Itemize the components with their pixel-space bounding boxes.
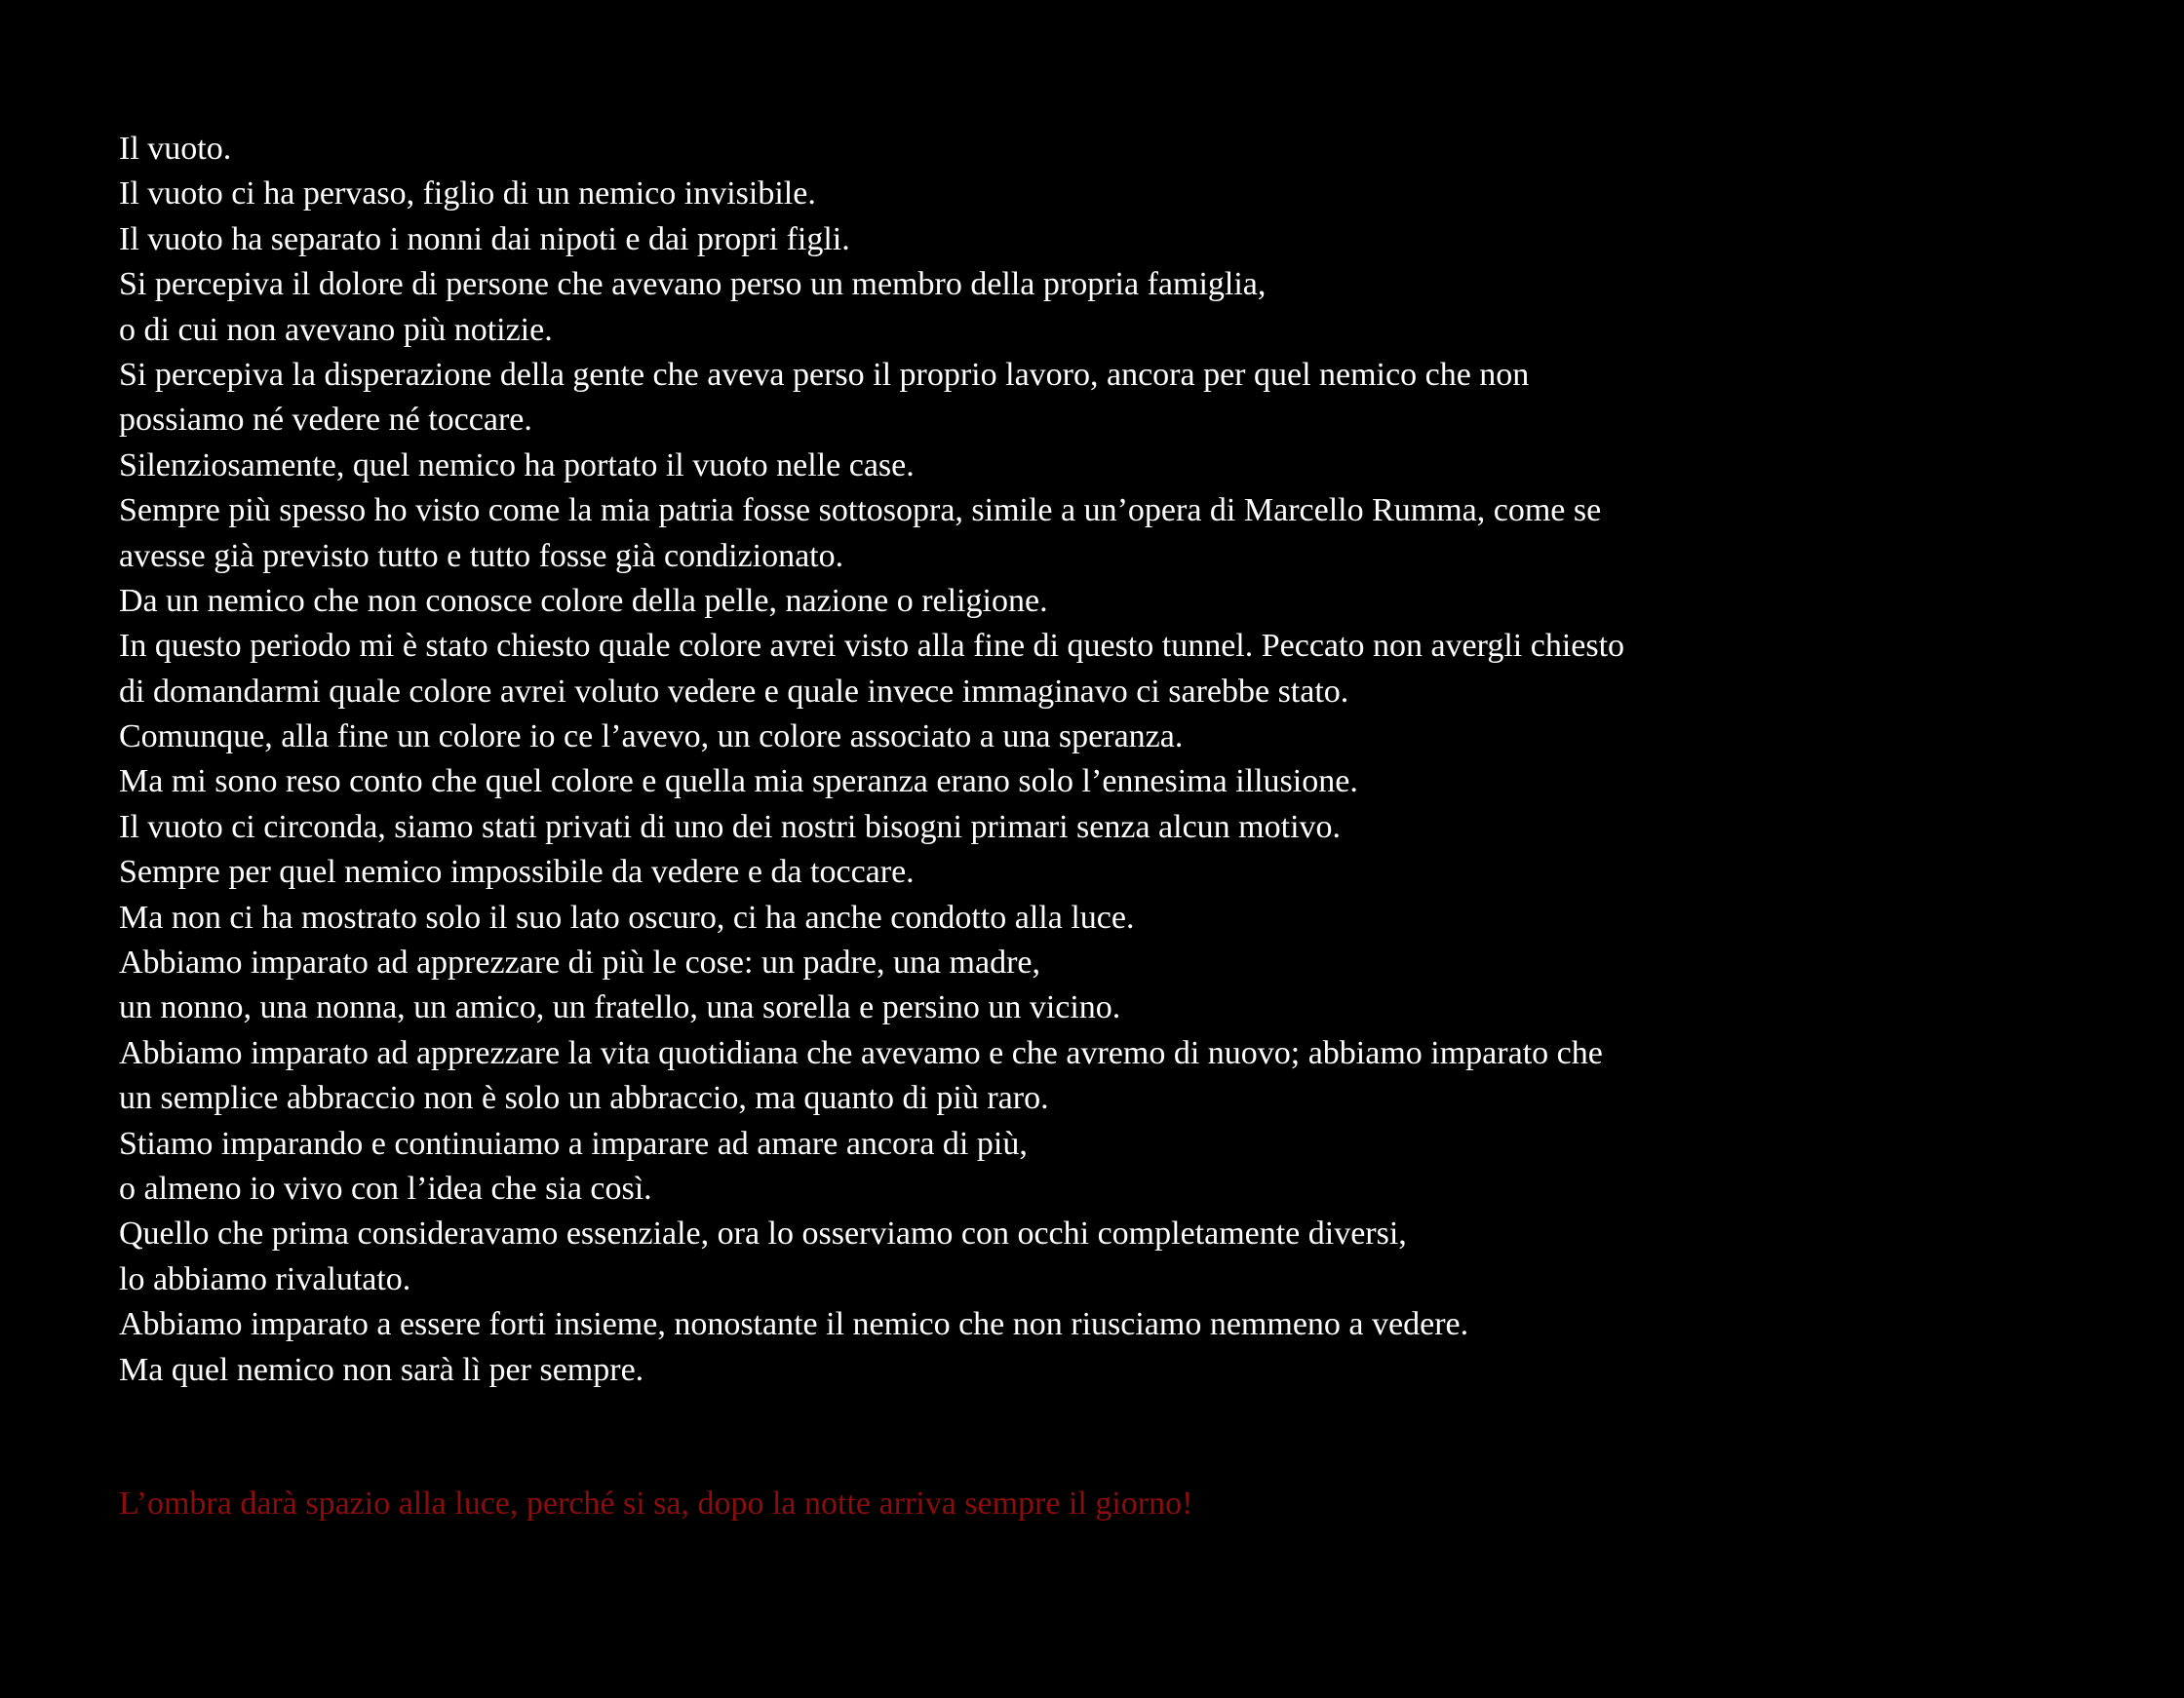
text-line: Ma mi sono reso conto che quel colore e quella mia speranza erano solo l’ennesima illusione. [119,763,1358,800]
text-line: avesse già previsto tutto e tutto fosse già condizionato. [119,537,844,574]
closing-line: L’ombra darà spazio alla luce, perché si sa, dopo la notte arriva sempre il giorno! [119,1486,1193,1522]
text-line: un nonno, una nonna, un amico, un fratello, una sorella e persino un vicino. [119,989,1121,1026]
text-line: In questo periodo mi è stato chiesto quale colore avrei visto alla fine di questo tunnel. Peccato non avergli chiesto [119,628,1625,665]
text-line: Abbiamo imparato a essere forti insieme, nonostante il nemico che non riusciamo nemmeno a vedere. [119,1306,1469,1343]
text-line: Si percepiva il dolore di persone che avevano perso un membro della propria famiglia, [119,266,1267,303]
text-line: Si percepiva la disperazione della gente che aveva perso il proprio lavoro, ancora per quel nemico che non [119,356,1530,393]
text-line: lo abbiamo rivalutato. [119,1260,411,1297]
text-line: Il vuoto. [119,131,232,167]
text-line: Il vuoto ci ha pervaso, figlio di un nemico invisibile. [119,175,816,212]
text-line: Comunque, alla fine un colore io ce l’avevo, un colore associato a una speranza. [119,718,1184,755]
text-line: Sempre per quel nemico impossibile da vedere e da toccare. [119,854,915,891]
text-line: Silenziosamente, quel nemico ha portato il vuoto nelle case. [119,446,915,483]
text-line: Abbiamo imparato ad apprezzare di più le cose: un padre, una madre, [119,945,1040,982]
text-line: o almeno io vivo con l’idea che sia così. [119,1170,652,1207]
text-line: Ma non ci ha mostrato solo il suo lato oscuro, ci ha anche condotto alla luce. [119,899,1135,936]
text-line: Da un nemico che non conosce colore della pelle, nazione o religione. [119,582,1048,619]
text-line: Abbiamo imparato ad apprezzare la vita quotidiana che avevamo e che avremo di nuovo; abbiamo imparato che [119,1034,1603,1071]
text-line: o di cui non avevano più notizie. [119,311,553,348]
text-line: un semplice abbraccio non è solo un abbraccio, ma quanto di più raro. [119,1080,1049,1117]
text-line: possiamo né vedere né toccare. [119,402,532,439]
text-line: Ma quel nemico non sarà lì per sempre. [119,1351,644,1388]
body-text [119,127,2069,1393]
text-line: Quello che prima consideravamo essenziale, ora lo osserviamo con occhi completamente diversi, [119,1216,1407,1253]
text-line: di domandarmi quale colore avrei voluto vedere e quale invece immaginavo ci sarebbe stato. [119,673,1349,710]
text-line: Il vuoto ci circonda, siamo stati privati di uno dei nostri bisogni primari senza alcun motivo. [119,808,1342,845]
text-line: Stiamo imparando e continuiamo a imparare ad amare ancora di più, [119,1125,1028,1162]
text-line: Sempre più spesso ho visto come la mia patria fosse sottosopra, simile a un’opera di Marcello Rumma, come se [119,492,1602,529]
text-line: Il vuoto ha separato i nonni dai nipoti e dai propri figli. [119,220,850,257]
